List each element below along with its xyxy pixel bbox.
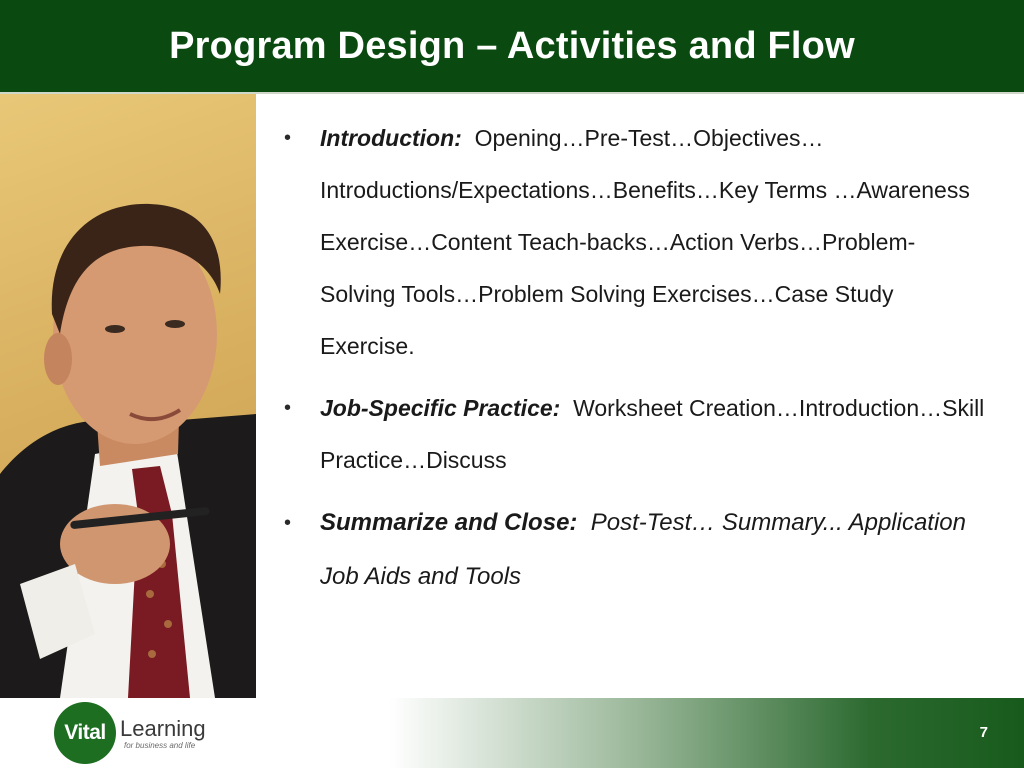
logo-mark-text: Vital [64,721,106,744]
bullet-introduction [280,112,990,372]
vital-learning-logo [54,703,206,763]
title-bar [0,0,1024,92]
bullet-summarize-and-close [280,496,990,604]
bullet-lead: Introduction: [320,125,462,151]
bullet-list [280,112,990,604]
logo-tagline: for business and life [124,740,196,750]
bullet-dot-icon: • [284,127,292,149]
page-number: 7 [979,724,988,741]
bullet-dot-icon: • [284,512,292,534]
businessman-photo [0,94,256,698]
bullet-lead: Summarize and Close: [320,509,578,536]
bullet-lead: Job-Specific Practice: [320,395,561,421]
bullet-job-specific-practice [280,382,990,486]
logo-mark [54,702,116,764]
bullet-dot-icon: • [284,397,292,419]
bullet-body: Opening…Pre-Test…Objectives… Introductions/Expectations…Benefits…Key Terms …Awareness Exercise…Content Teach-backs…Action Verbs…Problem-Solving Tools…Problem Solving Exercises…Case Study Exercise. [320,125,970,359]
logo-word: Learning [120,715,206,741]
bullet-body: Post-Test… Summary... Application Job Aids and Tools [320,509,966,590]
bullet-body: Worksheet Creation…Introduction…Skill Practice…Discuss [320,395,985,473]
slide-title: Program Design – Activities and Flow [169,24,855,67]
